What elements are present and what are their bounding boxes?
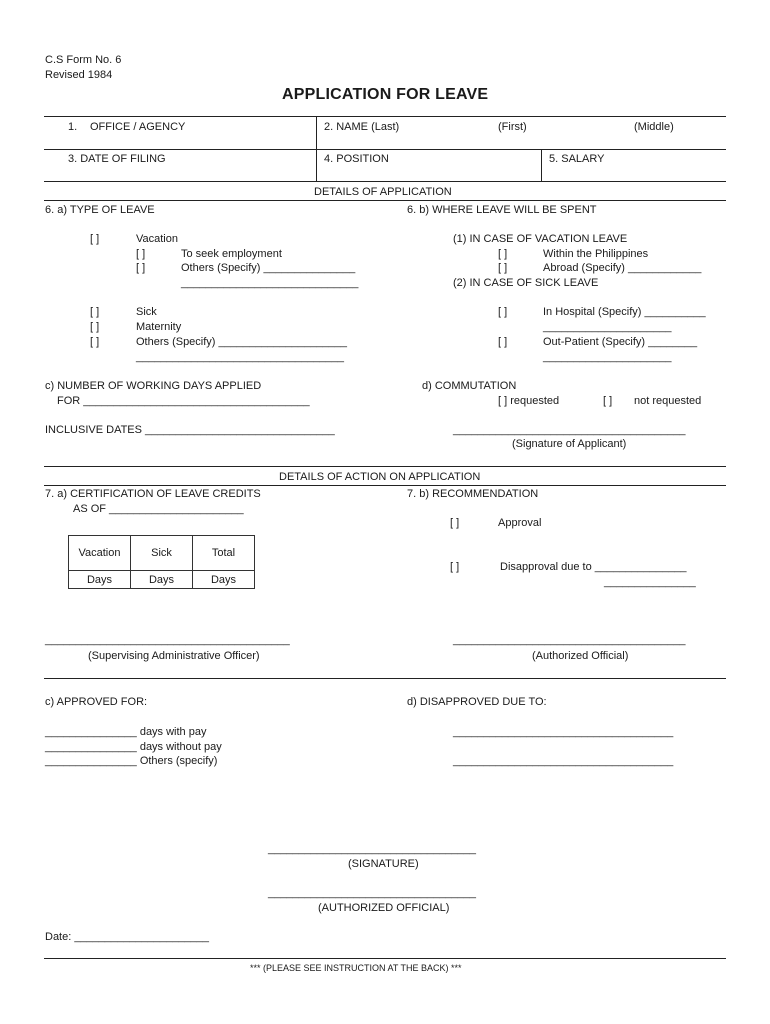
disapproved-line-2[interactable]: ____________________________________ (453, 755, 674, 767)
num-days-label: c) NUMBER OF WORKING DAYS APPLIED (45, 380, 262, 392)
authorized-line[interactable]: __________________________________ (268, 887, 477, 899)
others-line[interactable]: __________________________________ (136, 351, 345, 363)
applicant-signature-line[interactable]: ______________________________________ (453, 424, 686, 436)
divider (44, 200, 726, 201)
authorized-official-line[interactable]: ______________________________________ (453, 634, 686, 646)
others-field[interactable]: Others (Specify) _____________________ (136, 336, 347, 348)
requested-checkbox[interactable]: [ ] requested (498, 395, 560, 407)
maternity-checkbox[interactable]: [ ] (90, 321, 100, 333)
certification-label: 7. a) CERTIFICATION OF LEAVE CREDITS (45, 488, 261, 500)
position-field[interactable]: 4. POSITION (324, 153, 389, 165)
disapproved-due-label: d) DISAPPROVED DUE TO: (407, 696, 547, 708)
within-ph-label: Within the Philippines (543, 248, 649, 260)
others-specify-field[interactable]: _______________ Others (specify) (45, 755, 218, 767)
as-of-field[interactable]: AS OF ______________________ (73, 503, 244, 515)
divider (44, 958, 726, 959)
applicant-signature-label: (Signature of Applicant) (512, 438, 627, 450)
total-header: Total (193, 536, 255, 571)
divider (44, 181, 726, 182)
salary-field[interactable]: 5. SALARY (549, 153, 605, 165)
recommendation-label: 7. b) RECOMMENDATION (407, 488, 539, 500)
hospital-line[interactable]: _____________________ (543, 321, 672, 333)
signature-label: (SIGNATURE) (348, 858, 419, 870)
supervising-officer-line[interactable]: ________________________________________ (45, 634, 290, 646)
divider (541, 150, 542, 181)
inclusive-dates-field[interactable]: INCLUSIVE DATES _______________________________ (45, 424, 335, 436)
name-first-label: (First) (498, 121, 527, 133)
authorized-official-label: (Authorized Official) (532, 650, 629, 662)
vacation-others-checkbox[interactable]: [ ] (136, 262, 146, 274)
vacation-others-field[interactable]: Others (Specify) _______________ (181, 262, 356, 274)
where-spent-label: 6. b) WHERE LEAVE WILL BE SPENT (407, 204, 597, 216)
outpatient-line[interactable]: _____________________ (543, 351, 672, 363)
others-checkbox[interactable]: [ ] (90, 336, 100, 348)
approved-for-label: c) APPROVED FOR: (45, 696, 148, 708)
abroad-field[interactable]: Abroad (Specify) ____________ (543, 262, 702, 274)
authorized-label: (AUTHORIZED OFFICIAL) (318, 902, 450, 914)
details-application-heading: DETAILS OF APPLICATION (314, 186, 452, 198)
sick-label: Sick (136, 306, 157, 318)
name-last-field[interactable]: 2. NAME (Last) (324, 121, 400, 133)
date-of-filing-field[interactable]: 3. DATE OF FILING (68, 153, 166, 165)
details-action-heading: DETAILS OF ACTION ON APPLICATION (279, 471, 481, 483)
footer-note: *** (PLEASE SEE INSTRUCTION AT THE BACK) *** (250, 963, 462, 973)
num-days-field[interactable]: FOR _____________________________________ (57, 395, 310, 407)
outpatient-field[interactable]: Out-Patient (Specify) ________ (543, 336, 698, 348)
table-row (69, 571, 255, 589)
commutation-label: d) COMMUTATION (422, 380, 517, 392)
supervising-officer-label: (Supervising Administrative Officer) (88, 650, 260, 662)
vacation-checkbox[interactable]: [ ] (90, 233, 100, 245)
divider (44, 466, 726, 467)
disapproved-line-1[interactable]: ____________________________________ (453, 726, 674, 738)
outpatient-checkbox[interactable]: [ ] (498, 336, 508, 348)
vacation-case-label: (1) IN CASE OF VACATION LEAVE (453, 233, 628, 245)
total-days-cell[interactable]: Days (193, 571, 255, 589)
approval-checkbox[interactable]: [ ] (450, 517, 460, 529)
seek-employment-checkbox[interactable]: [ ] (136, 248, 146, 260)
sick-checkbox[interactable]: [ ] (90, 306, 100, 318)
signature-line[interactable]: __________________________________ (268, 843, 477, 855)
sick-case-label: (2) IN CASE OF SICK LEAVE (453, 277, 599, 289)
table-header-row (69, 536, 255, 571)
office-number: 1. (68, 121, 78, 133)
name-middle-label: (Middle) (634, 121, 674, 133)
disapproval-line[interactable]: _______________ (604, 576, 696, 588)
abroad-checkbox[interactable]: [ ] (498, 262, 508, 274)
disapproval-checkbox[interactable]: [ ] (450, 561, 460, 573)
maternity-label: Maternity (136, 321, 182, 333)
seek-employment-label: To seek employment (181, 248, 282, 260)
page-title: APPLICATION FOR LEAVE (282, 86, 489, 103)
within-ph-checkbox[interactable]: [ ] (498, 248, 508, 260)
approval-label: Approval (498, 517, 542, 529)
vacation-others-line[interactable]: _____________________________ (181, 277, 359, 289)
divider (44, 485, 726, 486)
divider (44, 678, 726, 679)
divider (44, 149, 726, 150)
days-without-pay-field[interactable]: _______________ days without pay (45, 741, 222, 753)
days-with-pay-field[interactable]: _______________ days with pay (45, 726, 207, 738)
vacation-days-cell[interactable]: Days (69, 571, 131, 589)
sick-days-cell[interactable]: Days (131, 571, 193, 589)
hospital-field[interactable]: In Hospital (Specify) __________ (543, 306, 706, 318)
vacation-header: Vacation (69, 536, 131, 571)
form-number: C.S Form No. 6 (45, 54, 122, 66)
vacation-label: Vacation (136, 233, 178, 245)
revised-date: Revised 1984 (45, 69, 113, 81)
not-requested-checkbox[interactable]: [ ] (603, 395, 613, 407)
divider (44, 116, 726, 117)
office-agency-field[interactable]: OFFICE / AGENCY (90, 121, 186, 133)
date-field[interactable]: Date: ______________________ (45, 931, 209, 943)
hospital-checkbox[interactable]: [ ] (498, 306, 508, 318)
type-of-leave-label: 6. a) TYPE OF LEAVE (45, 204, 155, 216)
leave-credits-table (68, 535, 255, 589)
not-requested-label: not requested (634, 395, 702, 407)
disapproval-field[interactable]: Disapproval due to _______________ (500, 561, 687, 573)
sick-header: Sick (131, 536, 193, 571)
